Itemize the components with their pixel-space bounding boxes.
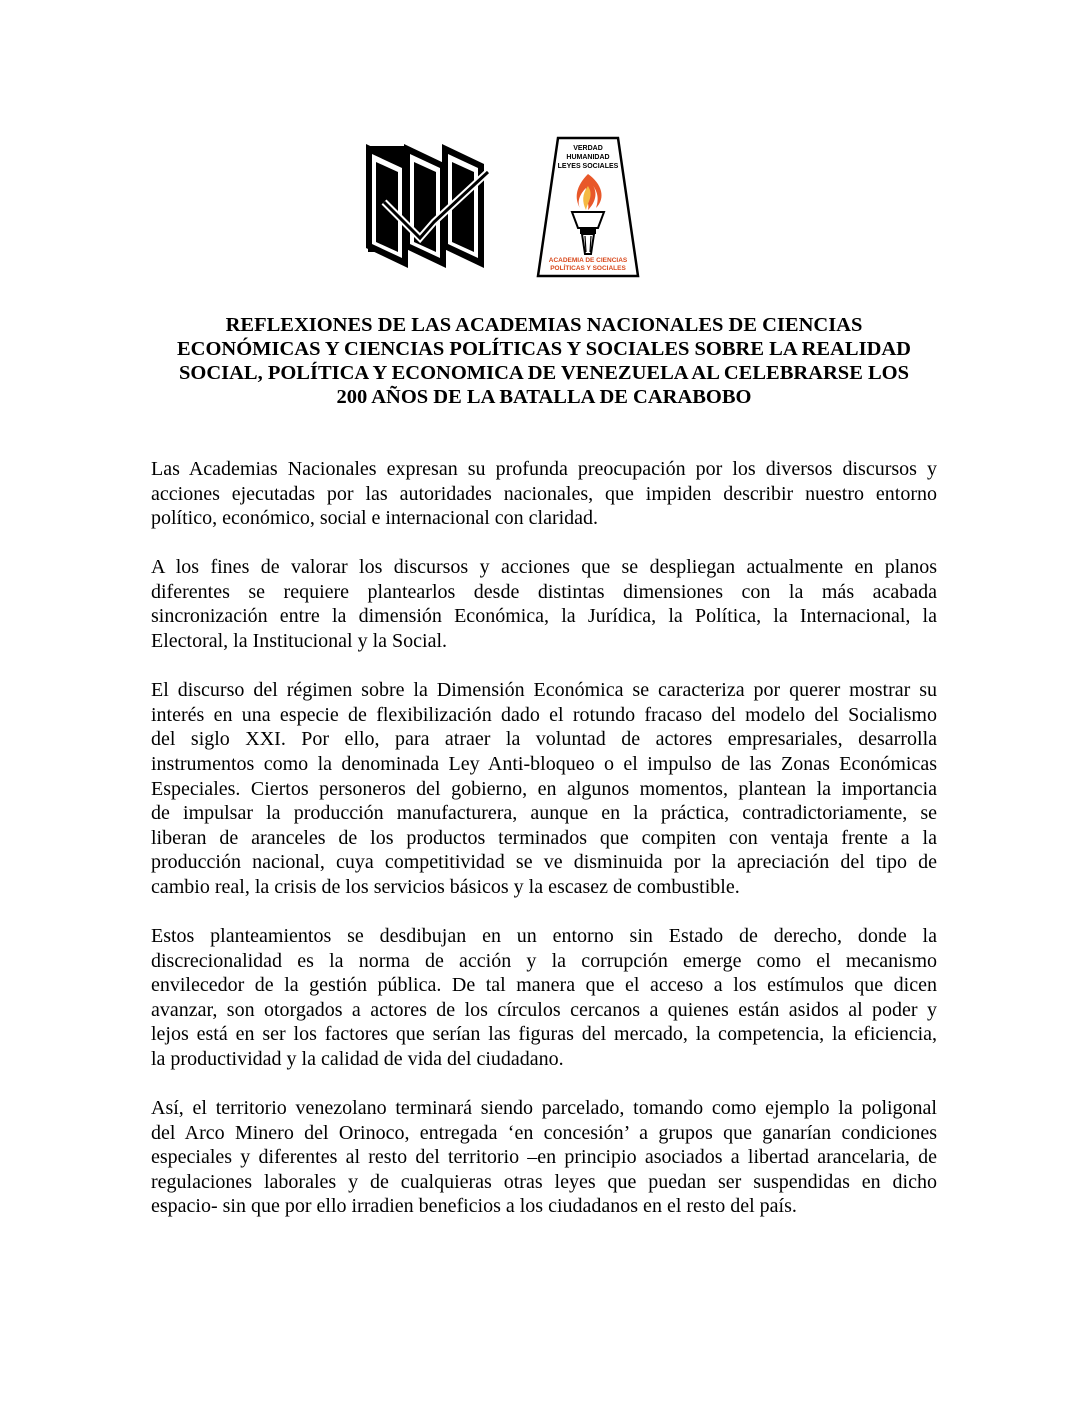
paragraph-line: sincronización entre la dimensión Económica, la Jurídica, la Política, la Internacional, la bbox=[151, 605, 937, 628]
paragraph-preocupacion bbox=[151, 457, 937, 531]
paragraph-estado-derecho bbox=[151, 924, 937, 1072]
logo-motto-humanidad: HUMANIDAD bbox=[566, 154, 610, 161]
paragraph-arco-minero bbox=[151, 1096, 937, 1219]
paragraph-dimensiones bbox=[151, 555, 937, 653]
paragraph-line: lejos está en ser los factores que serían las figuras del mercado, la competencia, la eficiencia, bbox=[151, 1023, 937, 1046]
paragraph-line: espacio- sin que por ello irradien beneficios a los ciudadanos en el resto del país. bbox=[151, 1195, 797, 1218]
paragraph-line: regulaciones laborales y de cualquieras otras leyes que puedan ser suspendidas en dicho bbox=[151, 1170, 937, 1193]
paragraph-line: de impulsar la producción manufacturera, aunque en la práctica, contradictoriamente, se bbox=[151, 802, 937, 825]
paragraph-line: diferentes se requiere plantearlos desde distintas dimensiones con la más acabada bbox=[151, 580, 937, 603]
logo-motto-verdad: VERDAD bbox=[573, 145, 603, 152]
paragraph-line: Especiales. Ciertos personeros del gobierno, en algunos momentos, plantean la importancia bbox=[151, 777, 937, 800]
paragraph-line: producción nacional, cuya competitividad se ve disminuida por la apreciación del tipo de bbox=[151, 851, 937, 874]
paragraph-line: la productividad y la calidad de vida del ciudadano. bbox=[151, 1047, 564, 1070]
logo-name-line-1: ACADEMIA DE CIENCIAS bbox=[548, 257, 628, 264]
paragraph-line: A los fines de valorar los discursos y acciones que se despliegan actualmente en planos bbox=[151, 556, 937, 579]
paragraph-line: interés en una especie de flexibilización dado el rotundo fracaso del modelo del Socialismo bbox=[151, 703, 937, 726]
paragraph-line: político, económico, social e internacional con claridad. bbox=[151, 507, 599, 530]
title-line: SOCIAL, POLÍTICA Y ECONOMICA DE VENEZUELA AL CELEBRARSE LOS bbox=[178, 362, 910, 384]
paragraph-line: Las Academias Nacionales expresan su profunda preocupación por los diversos discursos y bbox=[151, 458, 937, 480]
title-line: ECONÓMICAS Y CIENCIAS POLÍTICAS Y SOCIALES SOBRE LA REALIDAD bbox=[177, 338, 911, 360]
paragraph-line: envilecedor de la gestión pública. De tal manera que el acceso a los estímulos que dicen bbox=[151, 974, 937, 997]
paragraph-line: del Arco Minero del Orinoco, entregada ‘en concesión’ a grupos que ganarían condiciones bbox=[151, 1121, 937, 1144]
logo-name-line-2: POLÍTICAS Y SOCIALES bbox=[550, 265, 626, 272]
paragraph-line: El discurso del régimen sobre la Dimensión Económica se caracteriza por querer mostrar su bbox=[151, 679, 937, 702]
paragraph-line: del siglo XXI. Por ello, para atraer la voluntad de actores empresariales, desarrolla bbox=[151, 728, 937, 751]
logo-header bbox=[364, 136, 644, 278]
academia-ciencias-economicas-logo-icon bbox=[364, 142, 490, 270]
paragraph-line: discrecionalidad es la norma de acción y la corrupción emerge como el mecanismo bbox=[151, 949, 937, 972]
document-body bbox=[151, 457, 937, 1244]
paragraph-line: avanzar, son otorgados a actores de los círculos cercanos a quienes están asidos al poder y bbox=[151, 998, 937, 1021]
paragraph-line: Estos planteamientos se desdibujan en un entorno sin Estado de derecho, donde la bbox=[151, 925, 937, 947]
title-line: REFLEXIONES DE LAS ACADEMIAS NACIONALES DE CIENCIAS bbox=[225, 314, 863, 336]
paragraph-line: especiales y diferentes al resto del territorio –en principio asociados a libertad arancelaria, de bbox=[151, 1146, 937, 1169]
paragraph-line: instrumentos como la denominada Ley Anti-bloqueo o el impulso de las Zonas Económicas bbox=[151, 752, 937, 775]
paragraph-dimension-economica bbox=[151, 678, 937, 899]
title-line: 200 AÑOS DE LA BATALLA DE CARABOBO bbox=[336, 386, 752, 408]
paragraph-line: acciones ejecutadas por las autoridades nacionales, que impiden describir nuestro entorno bbox=[151, 482, 937, 505]
paragraph-line: Así, el territorio venezolano terminará siendo parcelado, tomando como ejemplo la poligonal bbox=[151, 1097, 937, 1120]
logo-motto-leyes: LEYES SOCIALES bbox=[557, 163, 619, 170]
document-title bbox=[120, 313, 968, 409]
paragraph-line: Electoral, la Institucional y la Social. bbox=[151, 630, 448, 653]
paragraph-line: cambio real, la crisis de los servicios básicos y la escasez de combustible. bbox=[151, 875, 740, 898]
academia-ciencias-politicas-logo-icon bbox=[536, 136, 640, 278]
paragraph-line: liberan de aranceles de los productos terminados que compiten con ventaja frente a la bbox=[151, 826, 937, 849]
